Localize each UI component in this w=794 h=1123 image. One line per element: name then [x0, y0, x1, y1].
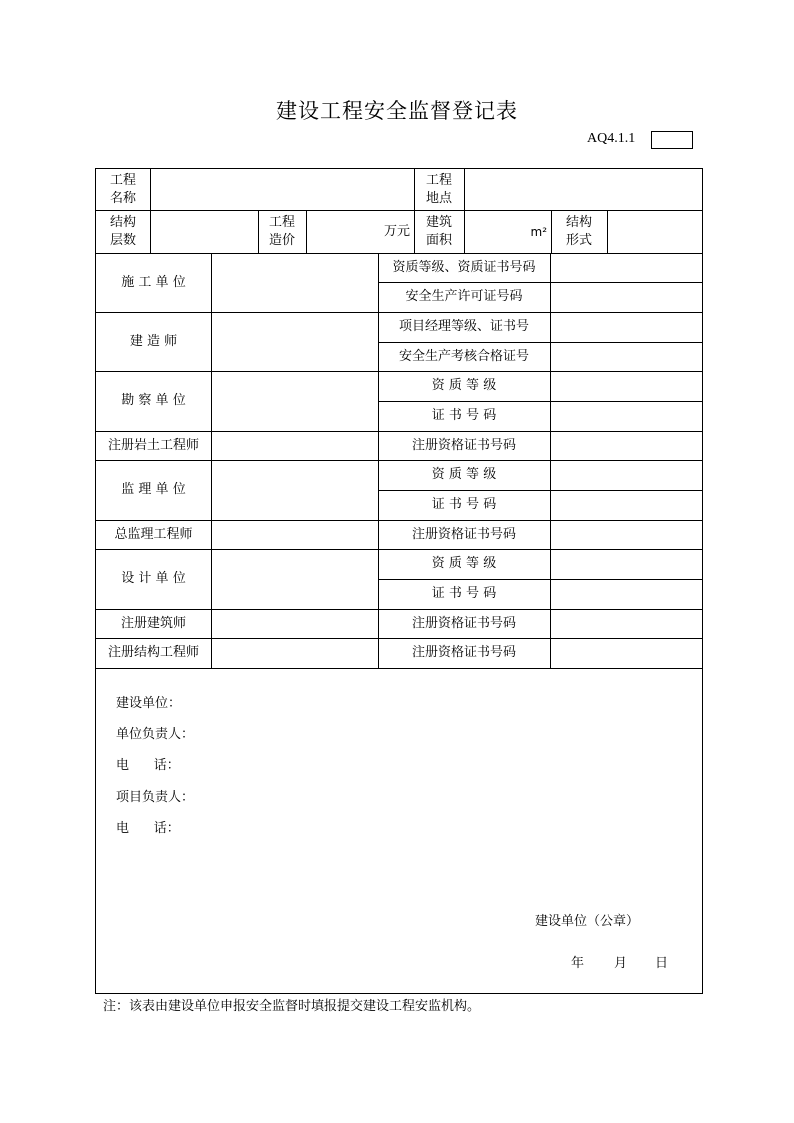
phone-label: 电 话：: [116, 821, 180, 836]
project-leader-label: 项目负责人：: [116, 790, 195, 805]
geotech-reg-cert-label: 注册资格证书号码: [411, 437, 516, 453]
structure-type-field[interactable]: [608, 210, 702, 253]
structural-engineer-reg-cert-label: 注册资格证书号码: [411, 645, 516, 660]
supervision-qualification-label: 资 质 等 级: [431, 467, 497, 482]
area-unit[interactable]: m²: [530, 224, 547, 239]
cost-unit[interactable]: 万元: [383, 223, 410, 239]
survey-unit-label: 勘 察 单 位: [121, 393, 186, 408]
pm-level-cert-label: 项目经理等级、证书号: [398, 319, 529, 334]
project-name-label: 工程 名称: [109, 172, 136, 206]
seal-label: 建设单位（公章）: [535, 914, 640, 929]
owner-unit-label: 建设单位：: [116, 696, 182, 711]
project-cost-label: 工程 造价: [268, 214, 295, 248]
project-location-label: 工程 地点: [425, 172, 452, 206]
architect-label: 注册建筑师: [120, 615, 186, 631]
architect-reg-cert-label: 注册资格证书号码: [411, 615, 516, 631]
structural-engineer-label: 注册结构工程师: [107, 645, 199, 660]
chief-supervisor-label: 总监理工程师: [114, 526, 193, 542]
structure-floors-field[interactable]: [151, 210, 258, 253]
safety-license-label: 安全生产许可证号码: [405, 289, 523, 304]
day-label: 日: [655, 956, 669, 971]
phone-label: 电 话：: [116, 758, 180, 773]
form-code-box[interactable]: [651, 131, 693, 149]
form-code: AQ4.1.1: [587, 131, 636, 146]
design-unit-label: 设 计 单 位: [121, 571, 186, 586]
structure-floors-label: 结构 层数: [109, 214, 136, 248]
month-label: 月: [614, 956, 628, 971]
design-cert-number-label: 证 书 号 码: [431, 586, 497, 601]
unit-leader-label: 单位负责人：: [116, 727, 195, 742]
footnote: 注：该表由建设单位申报安全监督时填报提交建设工程安监机构。: [103, 999, 481, 1014]
survey-cert-number-label: 证 书 号 码: [431, 408, 497, 423]
constructor-label: 建 造 师: [129, 333, 178, 349]
structure-type-label: 结构 形式: [565, 214, 592, 248]
construction-unit-label: 施 工 单 位: [121, 274, 186, 290]
project-location-field[interactable]: [465, 169, 702, 210]
year-label: 年: [571, 956, 585, 971]
survey-qualification-label: 资 质 等 级: [431, 378, 497, 393]
chief-supervisor-reg-cert-label: 注册资格证书号码: [411, 526, 516, 542]
design-qualification-label: 资 质 等 级: [431, 556, 497, 571]
page-title: 建设工程安全监督登记表: [276, 99, 518, 123]
safety-assessment-cert-label: 安全生产考核合格证号: [398, 348, 529, 364]
col-divider: [211, 253, 212, 668]
registration-form: [95, 168, 703, 994]
qualification-cert-label: 资质等级、资质证书号码: [392, 259, 536, 275]
project-name-field[interactable]: [151, 169, 414, 210]
row-divider: [96, 668, 702, 669]
building-area-label: 建筑 面积: [425, 214, 452, 248]
supervision-unit-label: 监 理 单 位: [121, 482, 186, 497]
geotech-engineer-label: 注册岩土工程师: [107, 437, 199, 453]
col-divider: [550, 253, 551, 668]
supervision-cert-number-label: 证 书 号 码: [431, 497, 497, 512]
